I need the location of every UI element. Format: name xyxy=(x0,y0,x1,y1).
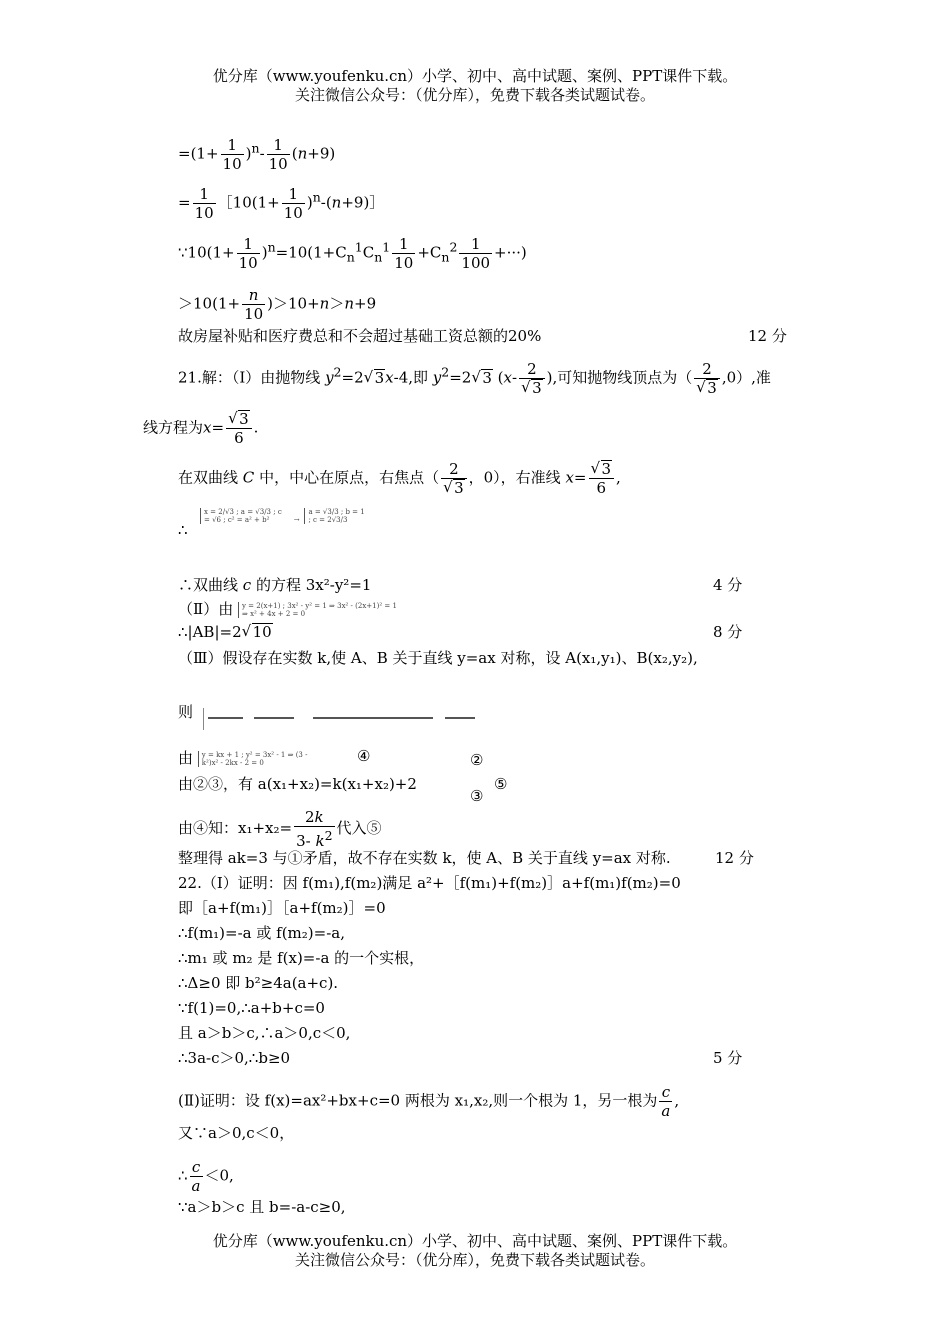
circle-3: ③ xyxy=(470,787,484,805)
system-1-left: x = 2/√3 ; a = √3/3 ; c = √6 ; c² = a² + b² xyxy=(200,508,289,524)
conclusion-line: 故房屋补贴和医疗费总和不会超过基础工资总额的20% xyxy=(178,327,542,345)
header-line-1: 优分库（www.youfenku.cn）小学、初中、高中试题、案例、PPT课件下载。 xyxy=(212,67,738,85)
contradiction-line: 整理得 ak=3 与①矛盾，故不存在实数 k，使 A、B 关于直线 y=ax 对称. xyxy=(178,849,671,867)
hyperbola-equation: ∴双曲线 c 的方程 3x²-y²=1 xyxy=(178,576,372,594)
footer-line-2: 关注微信公众号：（优分库），免费下载各类试题试卷。 xyxy=(294,1251,655,1269)
q22-line-1: 22.（Ⅰ）证明：因 f(m₁),f(m₂)满足 a²+［f(m₁)+f(m₂)］a+f(m₁)f(m₂)=0 xyxy=(178,874,681,892)
q22-line-4: ∴m₁ 或 m₂ 是 f(x)=-a 的一个实根， xyxy=(178,949,425,967)
score-mark-8: 8 分 xyxy=(713,623,743,641)
hyperbola-line: 在双曲线 C 中，中心在原点，右焦点（ 2 √ 3 ，0），右准线 x= √ $\frac{3}{6}$ , xyxy=(178,460,621,497)
q22-line-8: ∴3a-c＞0,∴b≥0 xyxy=(178,1049,291,1067)
part-2-line: （Ⅱ）由 y = 2(x+1) ; 3x² - y² = 1 ⇒ 3x² - (2x+1)² = 1 ⇒ x² + 4x + 2 = 0 xyxy=(178,599,402,619)
from-4-line: 由④知：x₁+x₂= $\frac{2k}{3- k^2}$ 代入⑤ xyxy=(178,808,382,850)
ab-length: ∴|AB|=2√ 10 xyxy=(178,622,273,642)
system-3: y = kx + 1 ; y² = 3x² - 1 ⇒ (3 - k²)x² - 2kx - 2 = 0 xyxy=(198,751,317,767)
circle-2: ② xyxy=(470,751,484,769)
system-1-right: a = √3/3 ; b = 1 ; c = 2√3/3 xyxy=(304,508,368,524)
system-2: y = 2(x+1) ; 3x² - y² = 1 ⇒ 3x² - (2x+1)² = 1 ⇒ x² + 4x + 2 = 0 xyxy=(238,602,402,618)
q22-line-2: 即［a+f(m₁)］［a+f(m₂)］=0 xyxy=(178,899,386,917)
q22-line-7: 且 a＞b＞c,∴a＞0,c＜0, xyxy=(178,1024,351,1042)
circle-5: ⑤ xyxy=(494,775,508,793)
score-mark-5: 5 分 xyxy=(713,1049,743,1067)
q22-line-12: ∵a＞b＞c 且 b=-a-c≥0, xyxy=(178,1198,346,1216)
you-line: 由 y = kx + 1 ; y² = 3x² - 1 ⇒ (3 - k²)x² - 2kx - 2 = 0 xyxy=(178,748,317,768)
therefore-symbol: ∴ xyxy=(178,521,188,539)
from-23-line: 由②③，有 a(x₁+x₂)=k(x₁+x₂)+2 xyxy=(178,775,417,793)
q22-line-5: ∴Δ≥0 即 b²≥4a(a+c). xyxy=(178,974,339,992)
ze-label: 则 xyxy=(178,703,194,721)
system-1: x = 2/√3 ; a = √3/3 ; c = √6 ; c² = a² + b² → a = √3/3 ; b = 1 ; c = 2√3/3 xyxy=(200,508,380,526)
score-mark-4: 4 分 xyxy=(713,576,743,594)
score-mark-12a: 12 分 xyxy=(748,327,787,345)
blurred-system xyxy=(203,708,484,730)
header-line-2: 关注微信公众号：（优分库），免费下载各类试题试卷。 xyxy=(294,86,655,104)
eq-line-3: ∵10(1+ $\frac{1}{10}$ )$^n=10(1+C_n^1C_n^1$ $\frac{1}{10}$ $+C_n^2$ $\frac{1}{100}$ +···) xyxy=(178,235,527,272)
eq-line-1: =(1+ $\frac{1}{10}$ )$^n$- $\frac{1}{10}$ (n+9) xyxy=(178,136,336,173)
q22-line-3: ∴f(m₁)=-a 或 f(m₂)=-a, xyxy=(178,924,345,942)
eq-line-2: = $\frac{1}{10}$ ［10(1+ $\frac{1}{10}$ )$^n$-(n+9)］ xyxy=(178,185,385,222)
footer-line-1: 优分库（www.youfenku.cn）小学、初中、高中试题、案例、PPT课件下载。 xyxy=(212,1232,738,1250)
part-3-line: （Ⅲ）假设存在实数 k,使 A、B 关于直线 y=ax 对称，设 A(x₁,y₁)、B(x₂,y₂), xyxy=(178,649,698,667)
score-mark-12b: 12 分 xyxy=(715,849,754,867)
q21-intro: 21.解：（Ⅰ）由抛物线 $y^2=2√$ 3x-4,即 $y^2=2√$ 3 (x- 2 √ 3 ),可知抛物线顶点为（ 2 √ 3 ,0）,准 xyxy=(178,360,771,397)
q22-line-10: 又∵a＞0,c＜0， xyxy=(178,1124,295,1142)
circle-4: ④ xyxy=(357,747,371,765)
q22-line-6: ∵f(1)=0,∴a+b+c=0 xyxy=(178,999,325,1017)
q22-line-11: ∴ $\frac{c}{a}$ ＜0, xyxy=(178,1158,234,1195)
q22-line-9: (Ⅱ)证明：设 f(x)=ax²+bx+c=0 两根为 x₁,x₂,则一个根为 1，另一根为 $\frac{c}{a}$ , xyxy=(178,1083,680,1120)
directrix-line: 线方程为x= √ $\frac{3}{6}$ . xyxy=(143,410,258,447)
eq-line-4: ＞10(1+ $\frac{n}{10}$ )＞10+n＞n+9 xyxy=(178,286,377,323)
